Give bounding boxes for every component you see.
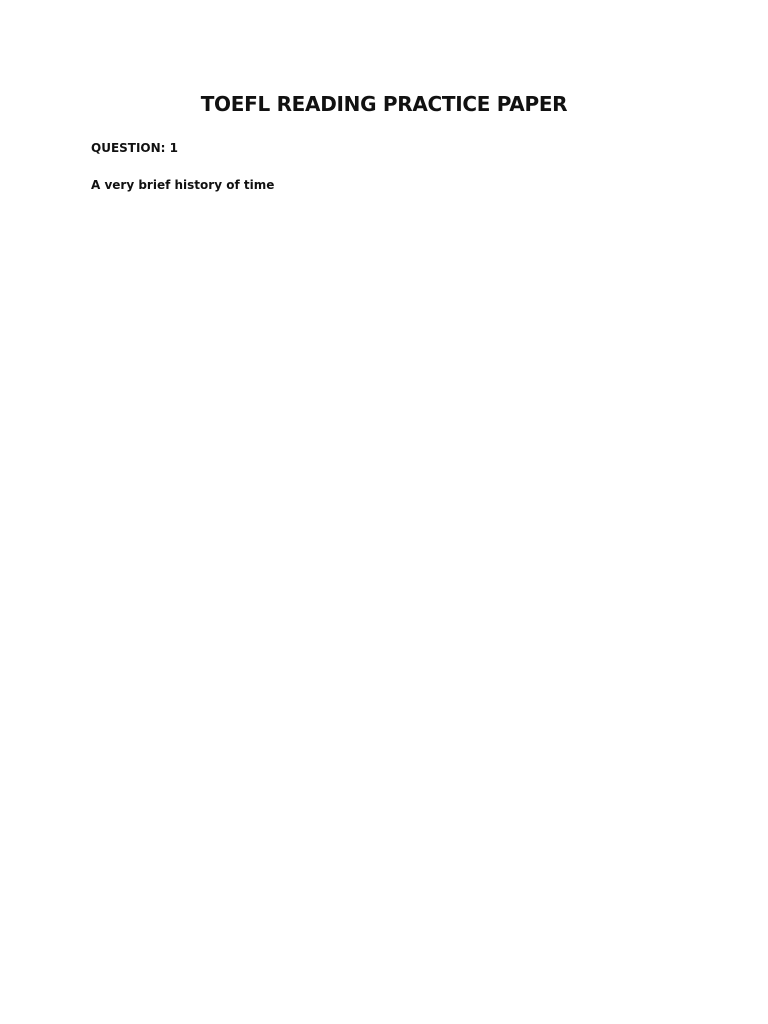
passage-heading: A very brief history of time: [91, 178, 275, 192]
page-title: TOEFL READING PRACTICE PAPER: [200, 92, 568, 116]
passage-body: [91, 210, 683, 227]
question-label: QUESTION: 1: [91, 141, 179, 155]
